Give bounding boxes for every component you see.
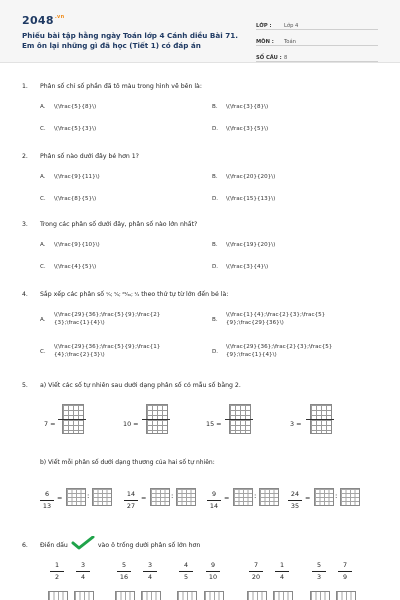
question-6 (22, 541, 200, 549)
option-letter: A. (40, 104, 46, 110)
colon-sign: : (171, 492, 174, 500)
check-box[interactable] (141, 591, 161, 600)
answer-box[interactable] (259, 488, 279, 506)
natural-number-label: 7 = (44, 420, 56, 428)
question-text: Phân số chỉ số phần đã tô màu trong hình vẽ bên là: (40, 83, 202, 90)
question-text: Phân số nào dưới đây bé hơn 1? (40, 153, 139, 160)
option-letter: A. (40, 317, 46, 323)
question-number: 5. (22, 382, 28, 389)
fraction-bar (306, 419, 334, 420)
denominator: 35 (290, 502, 300, 510)
option-letter: C. (40, 264, 46, 270)
question-text: Sắp xếp các phân số (40, 291, 105, 298)
check-box[interactable] (177, 591, 197, 600)
answer-box[interactable] (314, 488, 334, 506)
q3-option-d[interactable] (212, 264, 268, 270)
colon-sign: : (87, 492, 90, 500)
question-text: vào ô trống dưới phân số lớn hơn (97, 542, 201, 549)
question-number: 6. (22, 542, 28, 549)
answer-box[interactable] (233, 488, 253, 506)
meta-key: LỚP : (256, 23, 272, 29)
header (0, 0, 400, 63)
q3-option-c[interactable] (40, 264, 96, 270)
numerator: 1 (54, 561, 60, 569)
option-letter: B. (212, 242, 218, 248)
numerator: 5 (316, 561, 322, 569)
question-text: theo thứ tự từ lớn đến bé là: (141, 291, 229, 298)
q4-option-d[interactable] (212, 343, 362, 363)
q2-option-b[interactable] (212, 174, 275, 180)
option-text: \(\frac{20}{20}\) (226, 174, 276, 180)
denominator: 27 (126, 502, 136, 510)
q1-option-c[interactable] (40, 126, 96, 132)
option-letter: B. (212, 317, 218, 323)
denominator: 3 (316, 573, 322, 581)
denominator: 4 (80, 573, 86, 581)
option-letter: A. (40, 174, 46, 180)
numerator: 7 (253, 561, 259, 569)
denominator: 5 (183, 573, 189, 581)
check-box[interactable] (115, 591, 135, 600)
meta-value: Toán (284, 39, 296, 45)
numerator: 9 (211, 490, 217, 498)
q3-option-a[interactable] (40, 242, 100, 248)
option-letter: A. (40, 242, 46, 248)
question-fractions: ¹⁄₃; ⁵⁄₉; ²⁹⁄₃₆; ¹⁄₄ (106, 292, 140, 298)
equals-sign: = (224, 494, 230, 502)
fraction (143, 561, 157, 582)
option-text: \(\frac{9}{11}\) (54, 174, 100, 180)
question-4 (22, 291, 228, 298)
answer-box[interactable] (92, 488, 112, 506)
option-text: \(\frac{29}{36};\frac{5}{9};\frac{1}{4};\frac{2}{3}\) (54, 344, 161, 358)
colon-sign: : (254, 492, 257, 500)
question-number: 1. (22, 83, 28, 90)
q4-option-c[interactable] (40, 343, 190, 363)
option-text: \(\frac{3}{8}\) (226, 104, 269, 110)
check-box[interactable] (48, 591, 68, 600)
numerator: 7 (342, 561, 348, 569)
option-text: \(\frac{1}{4};\frac{2}{3};\frac{5}{9};\frac{29}{36}\) (226, 312, 326, 326)
denominator: 10 (208, 573, 218, 581)
fraction (338, 561, 352, 582)
check-box[interactable] (247, 591, 267, 600)
fraction (50, 561, 64, 582)
check-box[interactable] (310, 591, 330, 600)
meta-box (256, 16, 378, 64)
question-1 (22, 83, 202, 90)
meta-row-class (256, 16, 378, 30)
fraction (179, 561, 193, 582)
logo-text: 2048 (22, 14, 54, 27)
option-letter: D. (212, 126, 219, 132)
option-text: \(\frac{5}{3}\) (54, 126, 97, 132)
check-box[interactable] (74, 591, 94, 600)
option-text: \(\frac{4}{5}\) (54, 264, 97, 270)
q1-option-a[interactable] (40, 104, 96, 110)
page-title: Phiếu bài tập hằng ngày Toán lớp 4 Cánh diều Bài 71. Em ôn lại những gì đã học (Tiết 1) có đáp án (22, 31, 238, 50)
answer-box[interactable] (66, 488, 86, 506)
answer-box[interactable] (176, 488, 196, 506)
q2-option-c[interactable] (40, 196, 96, 202)
denominator: 2 (54, 573, 60, 581)
option-text: \(\frac{29}{36};\frac{5}{9};\frac{2}{3};\frac{1}{4}\) (54, 312, 161, 326)
q2-option-d[interactable] (212, 196, 275, 202)
meta-value: Lớp 4 (284, 23, 299, 29)
question-number: 2. (22, 153, 28, 160)
equals-sign: = (305, 494, 311, 502)
question-2 (22, 153, 139, 160)
fraction (124, 490, 138, 511)
checkmark-icon (71, 541, 95, 549)
question-5 (22, 382, 241, 389)
question-3 (22, 221, 197, 228)
natural-number-label: 15 = (206, 420, 222, 428)
option-text: \(\frac{8}{5}\) (54, 196, 97, 202)
fraction-bar (58, 419, 86, 420)
q1-option-d[interactable] (212, 126, 268, 132)
option-text: \(\frac{29}{36};\frac{2}{3};\frac{5}{9};\frac{1}{4}\) (226, 344, 333, 358)
question-subtext: b) Viết mỗi phân số dưới dạng thương của hai số tự nhiên: (40, 459, 215, 466)
numerator: 6 (44, 490, 50, 498)
fraction (76, 561, 90, 582)
option-text: \(\frac{9}{10}\) (54, 242, 100, 248)
numerator: 3 (80, 561, 86, 569)
denominator: 13 (42, 502, 52, 510)
numerator: 3 (147, 561, 153, 569)
numerator: 1 (279, 561, 285, 569)
fraction (312, 561, 326, 582)
question-text: Trong các phân số dưới đây, phân số nào lớn nhất? (40, 221, 198, 228)
check-box[interactable] (273, 591, 293, 600)
fraction (275, 561, 289, 582)
option-text: \(\frac{3}{5}\) (226, 126, 269, 132)
option-text: \(\frac{15}{13}\) (226, 196, 276, 202)
option-letter: C. (40, 349, 46, 355)
fraction-bar (142, 419, 170, 420)
natural-number-label: 3 = (290, 420, 302, 428)
fraction (249, 561, 263, 582)
q4-option-b[interactable] (212, 311, 362, 331)
denominator: 20 (251, 573, 261, 581)
q1-option-b[interactable] (212, 104, 268, 110)
q4-option-a[interactable] (40, 311, 190, 331)
option-letter: D. (212, 264, 219, 270)
numerator: 14 (126, 490, 136, 498)
logo-sub: .vn (54, 14, 65, 20)
equals-sign: = (57, 494, 63, 502)
answer-box[interactable] (150, 488, 170, 506)
option-letter: C. (40, 126, 46, 132)
denominator: 9 (342, 573, 348, 581)
fraction (40, 490, 54, 511)
natural-number-label: 10 = (123, 420, 139, 428)
equals-sign: = (141, 494, 147, 502)
fraction (117, 561, 131, 582)
option-letter: D. (212, 196, 219, 202)
q2-option-a[interactable] (40, 174, 100, 180)
q3-option-b[interactable] (212, 242, 275, 248)
fraction-bar (225, 419, 253, 420)
option-text: \(\frac{5}{8}\) (54, 104, 97, 110)
numerator: 5 (121, 561, 127, 569)
numerator: 9 (210, 561, 216, 569)
logo[interactable] (22, 14, 64, 27)
option-letter: C. (40, 196, 46, 202)
option-letter: D. (212, 349, 219, 355)
numerator: 4 (183, 561, 189, 569)
option-text: \(\frac{3}{4}\) (226, 264, 269, 270)
numerator: 24 (290, 490, 300, 498)
option-letter: B. (212, 104, 218, 110)
option-letter: B. (212, 174, 218, 180)
denominator: 14 (209, 502, 219, 510)
question-number: 3. (22, 221, 28, 228)
question-text: Điền dấu (40, 542, 68, 549)
question-text: a) Viết các số tự nhiên sau dưới dạng phân số có mẫu số bằng 2. (40, 382, 241, 389)
meta-key: SỐ CÂU : (256, 55, 282, 61)
check-box[interactable] (204, 591, 224, 600)
denominator: 16 (119, 573, 129, 581)
meta-row-subject (256, 32, 378, 46)
check-box[interactable] (336, 591, 356, 600)
meta-row-count (256, 48, 378, 62)
fraction (288, 490, 302, 511)
option-text: \(\frac{19}{20}\) (226, 242, 276, 248)
colon-sign: : (335, 492, 338, 500)
fraction (207, 490, 221, 511)
answer-box[interactable] (340, 488, 360, 506)
fraction (206, 561, 220, 582)
denominator: 4 (279, 573, 285, 581)
question-number: 4. (22, 291, 28, 298)
meta-key: MÔN : (256, 39, 274, 45)
meta-value: 8 (284, 55, 288, 61)
denominator: 4 (147, 573, 153, 581)
